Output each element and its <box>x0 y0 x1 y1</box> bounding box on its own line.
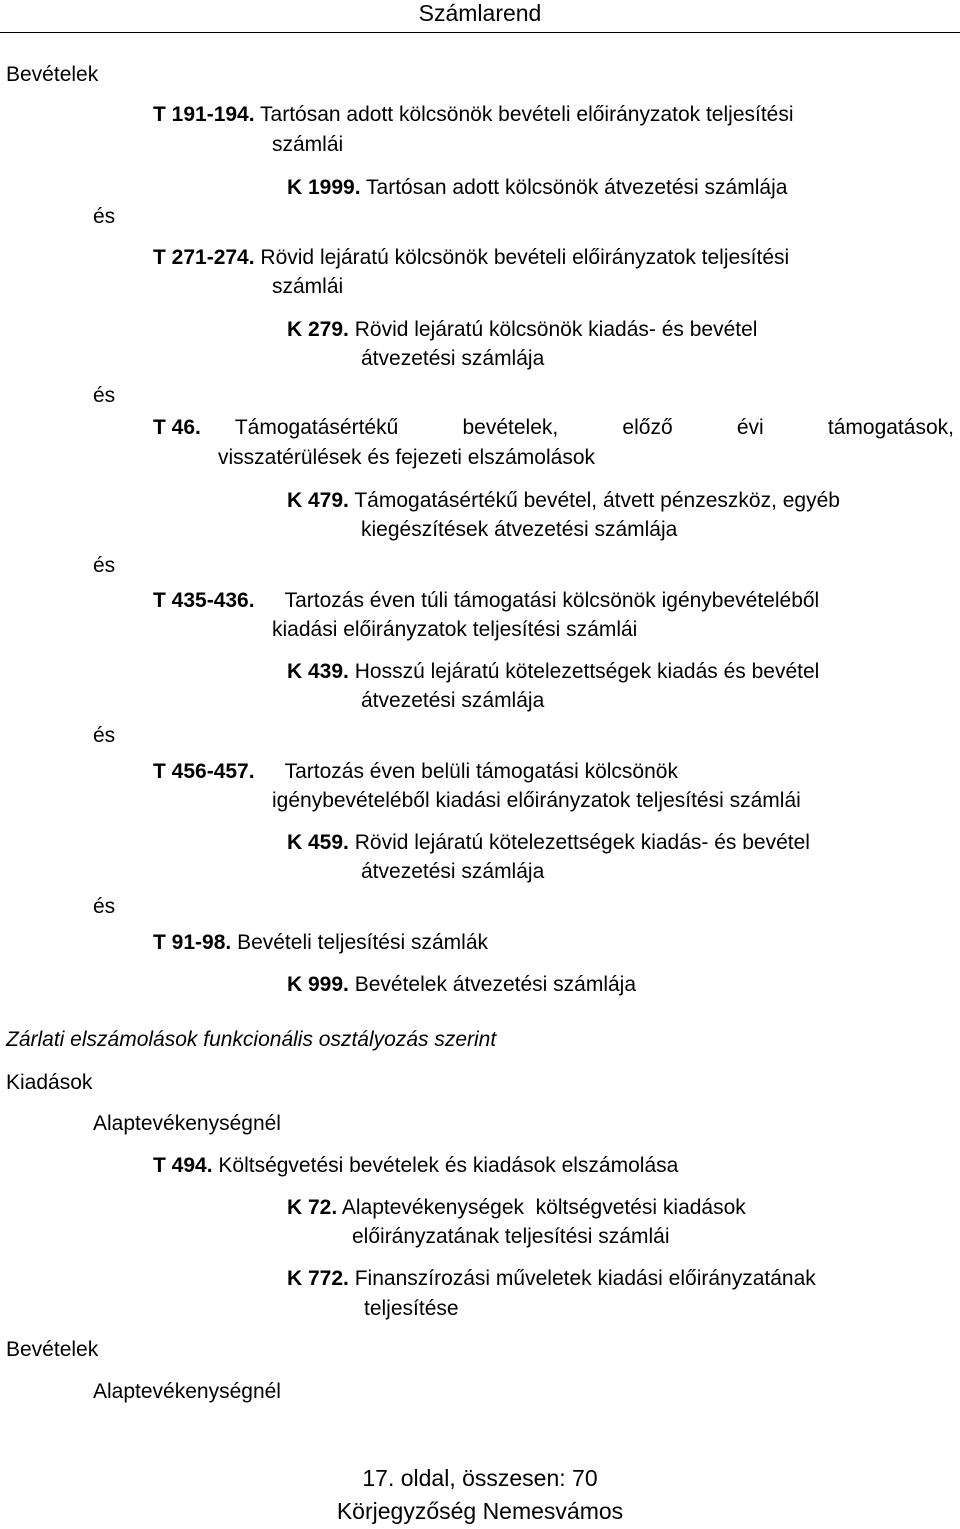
activity-label-2: Alaptevékenységnél <box>93 1380 281 1403</box>
entry-t191 <box>153 100 794 129</box>
expenses-heading: Kiadások <box>6 1071 93 1094</box>
account-word: bevételek, <box>462 416 559 439</box>
account-text: Tartozás éven belüli támogatási kölcsönök <box>284 760 678 783</box>
entry-k279-cont: átvezetési számlája <box>361 347 545 370</box>
entry-k72 <box>287 1193 746 1222</box>
account-text: Hosszú lejáratú kötelezettségek kiadás és bevétel <box>354 660 820 683</box>
connector-es: és <box>93 554 116 577</box>
account-word: évi <box>736 416 764 439</box>
account-code: K 72. <box>287 1196 338 1219</box>
entry-k439 <box>287 657 819 686</box>
account-code: K 439. <box>287 660 349 683</box>
connector-es: és <box>93 384 116 407</box>
entry-t271-cont: számlái <box>272 275 344 298</box>
entry-t46 <box>153 413 954 442</box>
account-code: T 91-98. <box>153 931 232 954</box>
page-number: 17. oldal, összesen: 70 <box>362 1465 598 1491</box>
header-divider <box>0 32 960 33</box>
account-text: Tartósan adott kölcsönök átvezetési számlája <box>366 176 788 199</box>
account-code: K 459. <box>287 831 349 854</box>
connector-es: és <box>93 895 116 918</box>
account-text: Alaptevékenységek költségvetési kiadások <box>341 1196 746 1219</box>
account-text: Bevételi teljesítési számlák <box>237 931 488 954</box>
entry-t456-cont: igénybevételéből kiadási előirányzatok teljesítési számlái <box>272 789 801 812</box>
account-word: Támogatásértékű <box>234 416 399 439</box>
entry-t456 <box>153 757 678 786</box>
account-code: T 46. <box>153 416 201 439</box>
closing-title: Zárlati elszámolások funkcionális osztályozás szerint <box>6 1028 497 1051</box>
account-word: támogatások, <box>827 416 954 439</box>
entry-t494 <box>153 1151 678 1180</box>
account-code: K 772. <box>287 1267 349 1290</box>
entry-k439-cont: átvezetési számlája <box>361 689 545 712</box>
account-text: Rövid lejáratú kölcsönök bevételi előirányzatok teljesítési <box>260 246 790 269</box>
entry-t46-cont: visszatérülések és fejezeti elszámolások <box>218 446 595 469</box>
page-header-title: Számlarend <box>418 0 542 26</box>
account-text: Költségvetési bevételek és kiadások elszámolása <box>218 1154 679 1177</box>
account-code: T 435-436. <box>153 589 255 612</box>
account-text: Tartósan adott kölcsönök bevételi előirányzatok teljesítési <box>260 103 794 126</box>
account-text: Rövid lejáratú kötelezettségek kiadás- és bevétel <box>354 831 810 854</box>
entry-k459-cont: átvezetési számlája <box>361 860 545 883</box>
connector-es: és <box>93 205 116 228</box>
footer-org: Körjegyzőség Nemesvámos <box>336 1498 624 1524</box>
account-code: T 494. <box>153 1154 213 1177</box>
entry-k1999 <box>287 173 787 202</box>
account-word: előző <box>622 416 673 439</box>
account-text: Támogatásértékű bevétel, átvett pénzeszköz, egyéb <box>354 489 840 512</box>
entry-t91 <box>153 928 488 957</box>
entry-t435-cont: kiadási előirányzatok teljesítési számlái <box>272 618 638 641</box>
connector-es: és <box>93 724 116 747</box>
account-code: K 999. <box>287 973 349 996</box>
entry-k772-cont: teljesítése <box>364 1297 459 1320</box>
account-text: Tartozás éven túli támogatási kölcsönök igénybevételéből <box>284 589 820 612</box>
account-code: T 271-274. <box>153 246 255 269</box>
entry-t435 <box>153 586 819 615</box>
entry-k72-cont: előirányzatának teljesítési számlái <box>352 1225 670 1248</box>
account-code: K 479. <box>287 489 349 512</box>
entry-k479-cont: kiegészítések átvezetési számlája <box>361 518 678 541</box>
entry-k999 <box>287 970 636 999</box>
entry-t191-cont: számlái <box>272 133 344 156</box>
account-text: Bevételek átvezetési számlája <box>354 973 637 996</box>
account-code: K 279. <box>287 318 349 341</box>
account-code: T 191-194. <box>153 103 255 126</box>
activity-label: Alaptevékenységnél <box>93 1112 281 1135</box>
account-text: Rövid lejáratú kölcsönök kiadás- és bevétel <box>354 318 758 341</box>
entry-k459 <box>287 828 810 857</box>
entry-k772 <box>287 1264 816 1293</box>
income-heading: Bevételek <box>6 63 99 86</box>
entry-k479 <box>287 486 840 515</box>
account-code: K 1999. <box>287 176 361 199</box>
account-text: Finanszírozási műveletek kiadási előirányzatának <box>354 1267 816 1290</box>
income-heading-2: Bevételek <box>6 1338 99 1361</box>
entry-t271 <box>153 243 789 272</box>
account-code: T 456-457. <box>153 760 255 783</box>
entry-k279 <box>287 315 757 344</box>
